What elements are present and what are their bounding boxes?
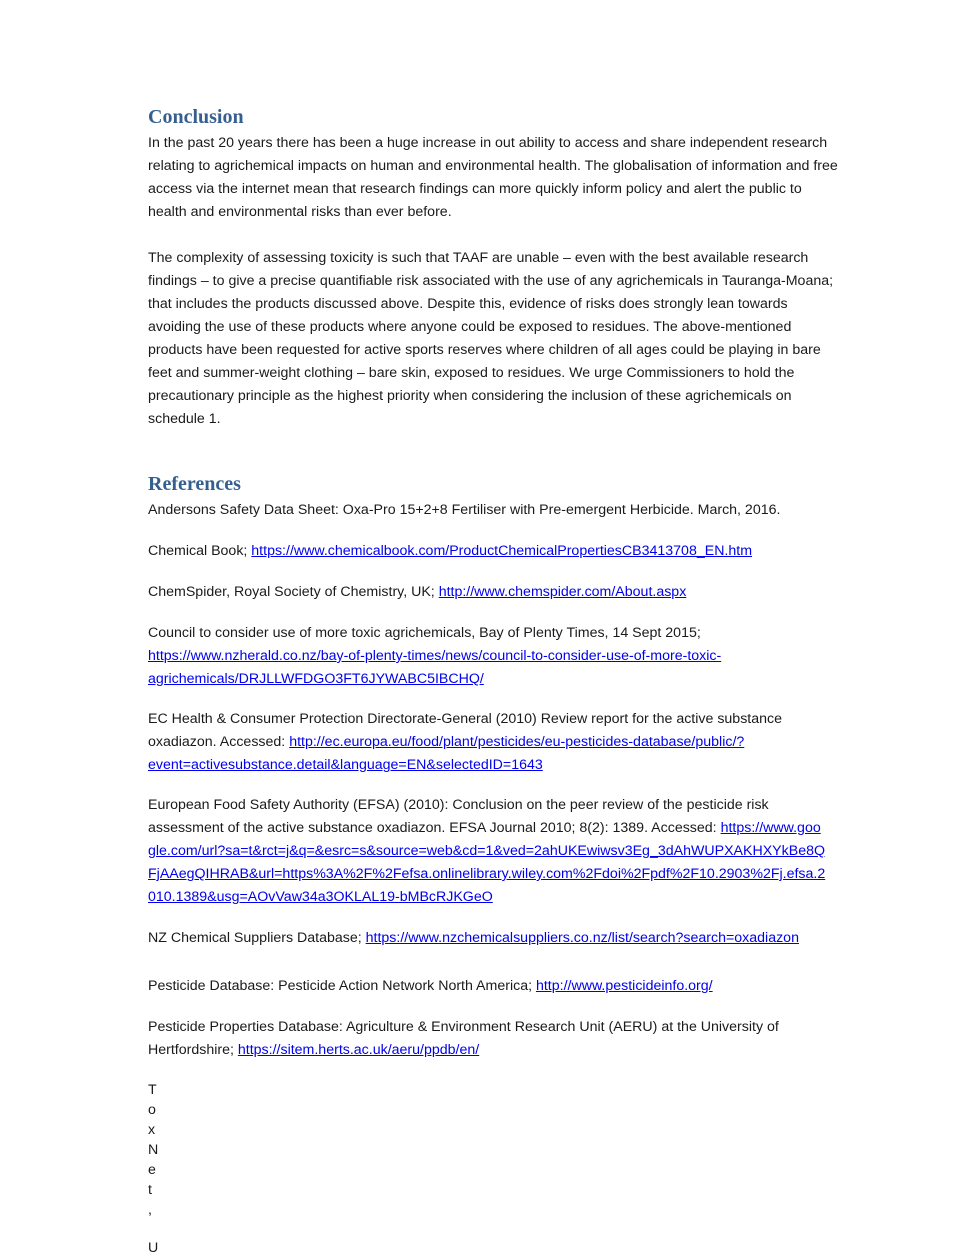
vertical-text-char: ,	[148, 1202, 152, 1218]
reference-link[interactable]: https://www.nzchemicalsuppliers.co.nz/list/search?search=oxadiazon	[365, 930, 799, 946]
reference-nz-chemical-suppliers	[148, 927, 838, 950]
reference-text: European Food Safety Authority (EFSA) (2010): Conclusion on the peer review of the pesticide risk assessment of the active substance oxadiazon. EFSA Journal 2010; 8(2): 1389. Accessed:	[148, 797, 769, 836]
reference-link[interactable]: http://www.pesticideinfo.org/	[535, 978, 713, 994]
conclusion-paragraph-1: In the past 20 years there has been a huge increase in out ability to access and share independent research relating to agrichemical impacts on human and environmental health. The globalisation of information and free access via the internet mean that research findings can more quickly inform policy and alert the public to health and environmental risks than ever before.	[148, 135, 838, 220]
vertical-text-char: e	[148, 1162, 156, 1178]
conclusion-heading: Conclusion	[148, 106, 244, 128]
reference-link[interactable]: https://www.google.com/url?sa=t&rct=j&q=&esrc=s&source=web&cd=1&ved=2ahUKEwiwsv3Eg_3dAhWUPXAKHXYkBe8QFjAAegQIHRAB&url=https%3A%2F%2Fefsa.onlinelibrary.wiley.com%2Fdoi%2Fpdf%2F10.2903%2Fj.efsa.2010.1389&usg=AOvVaw34a3OKLAL19-bMBcRJKGeO	[148, 820, 826, 905]
reference-link[interactable]: https://www.chemicalbook.com/ProductChemicalPropertiesCB3413708_EN.htm	[251, 543, 753, 559]
references-heading: References	[148, 473, 241, 495]
reference-link[interactable]: http://ec.europa.eu/food/plant/pesticides/eu-pesticides-database/public/?event=activesubstance.detail&language=EN&selectedID=1643	[148, 734, 745, 773]
reference-ec-health	[148, 708, 828, 777]
reference-bop-times	[148, 622, 788, 691]
reference-chemical-book	[148, 540, 838, 563]
reference-efsa	[148, 794, 828, 909]
reference-text: NZ Chemical Suppliers Database;	[148, 930, 366, 946]
reference-link[interactable]: http://www.chemspider.com/About.aspx	[438, 584, 687, 600]
reference-text: Council to consider use of more toxic agrichemicals, Bay of Plenty Times, 14 Sept 2015;	[148, 625, 701, 641]
reference-text: Pesticide Properties Database: Agriculture & Environment Research Unit (AERU) at the University of Hertfordshire;	[148, 1019, 779, 1058]
reference-chemspider	[148, 581, 838, 604]
vertical-text-char: U	[148, 1240, 159, 1256]
reference-pesticide-properties	[148, 1016, 818, 1062]
reference-link[interactable]: https://sitem.herts.ac.uk/aeru/ppdb/en/	[237, 1042, 480, 1058]
conclusion-paragraph-2: The complexity of assessing toxicity is such that TAAF are unable – even with the best available research findings – to give a precise quantifiable risk associated with the use of any agrichemicals in Tauranga-Moana; that includes the products discussed above. Despite this, evidence of risks does strongly lean towards avoiding the use of these products where anyone could be exposed to residues. The above-mentioned products have been requested for active sports reserves where children of all ages could be playing in bare feet and summer-weight clothing – bare skin, exposed to residues. We urge Commissioners to hold the precautionary principle as the highest priority when considering the inclusion of these agrichemicals on schedule 1.	[148, 250, 834, 427]
vertical-text-char: T	[148, 1082, 157, 1098]
vertical-text-char: x	[148, 1122, 156, 1138]
vertical-text-char: t	[148, 1182, 152, 1198]
vertical-text-char: o	[148, 1102, 156, 1118]
reference-text: ChemSpider, Royal Society of Chemistry, UK;	[148, 584, 439, 600]
reference-andersons	[148, 499, 838, 522]
vertical-text-char: N	[148, 1142, 159, 1158]
reference-link[interactable]: https://www.nzherald.co.nz/bay-of-plenty-times/news/council-to-consider-use-of-more-toxic-agrichemicals/DRJLLWFDGO3FT6JYWABC5IBCHQ/	[148, 648, 722, 687]
reference-text: EC Health & Consumer Protection Directorate-General (2010) Review report for the active substance oxadiazon. Accessed:	[148, 711, 782, 750]
reference-text: Pesticide Database: Pesticide Action Network North America;	[148, 978, 536, 994]
reference-text: Chemical Book;	[148, 543, 252, 559]
reference-pesticide-database	[148, 975, 838, 998]
reference-text: Andersons Safety Data Sheet: Oxa-Pro 15+2+8 Fertiliser with Pre-emergent Herbicide. March, 2016.	[148, 502, 781, 518]
